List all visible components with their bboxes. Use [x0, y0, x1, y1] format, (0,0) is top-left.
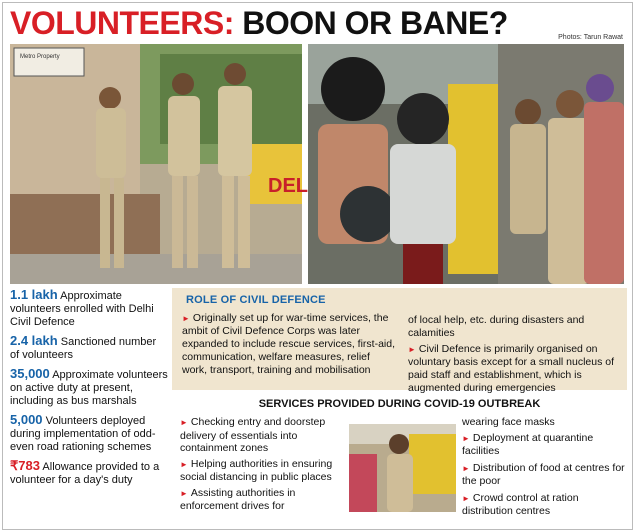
barrier-text: DEL [268, 175, 308, 197]
point-text: Originally set up for war-time services, the ambit of Civil Defence Corps was later expanded to include rescue services, first-aid, communication, welfare measures, relief work, transport, training and mobilisation [182, 312, 396, 376]
service-item [462, 492, 628, 518]
photo-volunteers-standing [10, 44, 308, 284]
stat-odd-even [10, 413, 168, 454]
arrow-icon: ► [180, 488, 188, 498]
stat-active [10, 367, 168, 408]
stat-text: Volunteers deployed during implementation of odd-even road rationing schemes [10, 415, 156, 453]
stat-text: Approximate volunteers on active duty at present, including as bus marshals [10, 369, 168, 407]
service-item [180, 416, 342, 455]
services-title: SERVICES PROVIDED DURING COVID-19 OUTBREAK [258, 398, 541, 410]
photo-traffic-volunteers [308, 44, 624, 284]
services-column-2 [462, 416, 628, 522]
services-column-1 [180, 416, 342, 516]
stat-number: 1.1 lakh [10, 287, 58, 302]
stat-sanctioned [10, 334, 168, 362]
service-text: Helping authorities in ensuring social distancing in public places [180, 457, 333, 483]
headline-part2: BOON OR BANE? [242, 5, 508, 41]
civil-defence-point-2 [408, 343, 622, 395]
photo-volunteer-masks [349, 424, 456, 512]
service-text: Assisting authorities in enforcement drives for [180, 486, 296, 512]
sign-text: Metro Property [20, 54, 60, 60]
service-text: Deployment at quarantine facilities [462, 431, 594, 457]
arrow-icon: ► [182, 314, 190, 323]
arrow-icon: ► [462, 463, 470, 473]
service-item [462, 462, 628, 488]
service-text: Crowd control at ration distribution centres [462, 491, 579, 517]
civil-defence-panel [172, 288, 627, 394]
stat-number: 2.4 lakh [10, 333, 58, 348]
service-continuation: wearing face masks [462, 416, 555, 428]
headline-part1: VOLUNTEERS: [10, 5, 234, 41]
civil-defence-title: ROLE OF CIVIL DEFENCE [186, 294, 326, 306]
point-1-continuation: of local help, etc. during disasters and calamities [408, 314, 585, 339]
stat-text: Approximate volunteers enrolled with Delhi Civil Defence [10, 290, 154, 328]
stat-text: Sanctioned number of volunteers [10, 336, 157, 361]
service-item [462, 432, 628, 458]
headline [10, 4, 508, 42]
stats-column [10, 288, 168, 492]
service-item [180, 458, 342, 484]
stat-number: 35,000 [10, 366, 50, 381]
service-item [180, 487, 342, 513]
stat-text: Allowance provided to a volunteer for a day's duty [10, 461, 160, 486]
civil-defence-point-1 [182, 312, 397, 377]
point-text: Civil Defence is primarily organised on voluntary basis except for a small nucleus of paid staff and establishment, which is augmented during emergencies [408, 343, 615, 394]
arrow-icon: ► [462, 433, 470, 443]
civil-defence-column-2 [408, 314, 622, 395]
service-text: Distribution of food at centres for the poor [462, 461, 625, 487]
stat-allowance [10, 459, 168, 487]
photo-credit: Photos: Tarun Rawat [558, 34, 623, 41]
arrow-icon: ► [180, 459, 188, 469]
service-text: Checking entry and doorstep delivery of essentials into containment zones [180, 416, 326, 454]
arrow-icon: ► [462, 493, 470, 503]
arrow-icon: ► [408, 345, 416, 354]
stat-number: 5,000 [10, 412, 43, 427]
stat-enrolled [10, 288, 168, 329]
arrow-icon: ► [180, 418, 188, 427]
stat-number: ₹783 [10, 458, 40, 473]
